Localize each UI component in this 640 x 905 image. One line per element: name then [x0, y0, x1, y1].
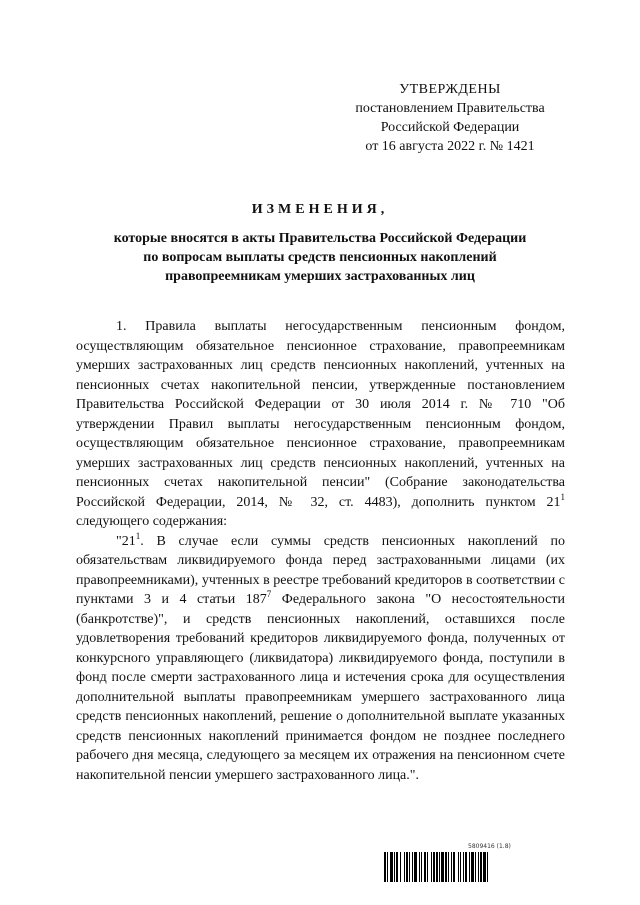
barcode-icon — [384, 852, 554, 882]
paragraph-2-superscript-1: 1 — [135, 530, 141, 541]
document-body — [76, 317, 565, 785]
approval-line-1: постановлением Правительства — [355, 101, 545, 116]
approval-line-2: Российской Федерации — [380, 120, 520, 135]
title-line-3: правопреемникам умерших застрахованных лиц — [165, 269, 475, 284]
paragraph-1-tail: следующего содержания: — [76, 514, 228, 529]
paragraph-1-superscript: 1 — [560, 491, 565, 502]
paragraph-2-superscript-2: 7 — [266, 589, 272, 599]
paragraph-2-start: "21 — [116, 533, 136, 549]
paragraph-1-text: 1. Правила выплаты негосударственным пенсионным фондом, осуществляющим обязательное пенсионное страхование, правопреемникам умерших застрахованных лиц средств пенсионных накоплений, учтенных на пенсионных счетах накопительной пенсии, утвержденные постановлением Правительства Российской Федерации от 30 июля 2014 г. № 710 "Об утверждении Правил выплаты негосударственным пенсионным фондом, осуществляющим обязательное пенсионное страхование, правопреемникам умерших застрахованных лиц средств пенсионных накоплений, учтенных на пенсионных счетах накопительной пенсии" (Собрание законодательства Российской Федерации, 2014, № 32, ст. 4483), дополнить пунктом 21 — [76, 319, 565, 510]
paragraph-2-end: Федерального закона "О несостоятельности (банкротстве)", и средств пенсионных накоплений, оставшихся после удовлетворения требований кредиторов ликвидируемого фонда, полученных от конкурсного управляющего (ликвидатора) ликвидируемого фонда, поступили в фонд после смерти застрахованного лица и истечения срока для осуществления дополнительной выплаты правопреемникам умершего застрахованного лица средств пенсионных накоплений, решение о дополнительной выплате указанных средств пенсионных накоплений принимается фондом не позднее последнего рабочего дня месяца, следующего за месяцем их отражения на пенсионном счете накопительной пенсии умершего застрахованного лица.". — [76, 592, 565, 783]
title-line-1: которые вносятся в акты Правительства Российской Федерации — [113, 231, 527, 246]
title-line-2: по вопросам выплаты средств пенсионных накоплений — [143, 250, 497, 265]
approval-line-3: от 16 августа 2022 г. № 1421 — [365, 139, 535, 154]
paragraph-1 — [76, 317, 565, 532]
approval-block — [300, 80, 600, 156]
paragraph-2-mid: . В случае если суммы средств пенсионных накоплений по обязательствам ликвидируемого фонда перед застрахованными лицами (их правопреемниками), учтенных в реестре требований кредиторов в соответствии с пунктами 3 и 4 статьи 187 — [76, 533, 565, 607]
title-main: ИЗМЕНЕНИЯ, — [251, 202, 389, 217]
document-title — [70, 200, 570, 286]
barcode-label: 5809416 (1.8) — [468, 843, 511, 850]
approval-heading: УТВЕРЖДЕНЫ — [399, 82, 501, 97]
paragraph-2 — [76, 532, 565, 786]
